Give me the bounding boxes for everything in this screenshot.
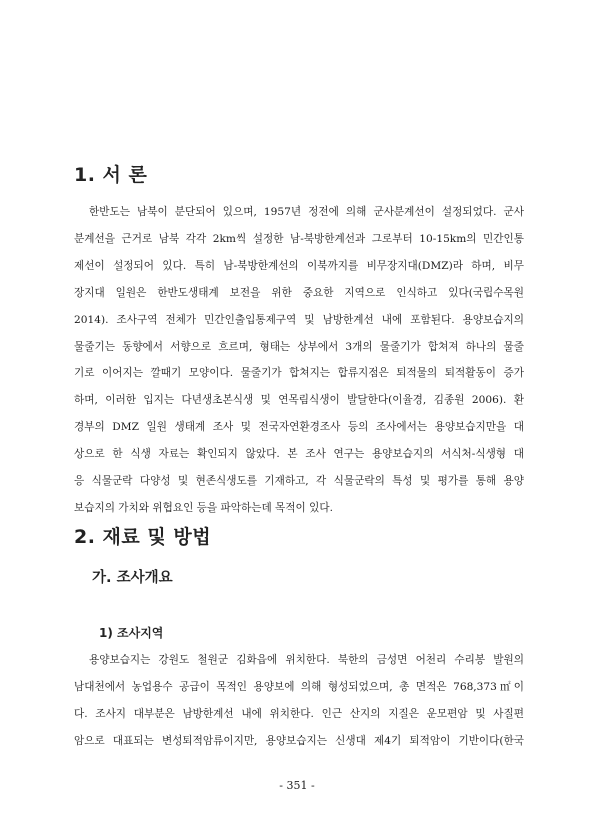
subsubsection-title: 1) 조사지역 <box>99 626 164 640</box>
paragraph-line: 암으로 대표되는 변성퇴적암류이지만, 용양보습지는 신생대 제4기 퇴적암이 기반이다(한국 <box>74 734 524 747</box>
paragraph-line: 하며, 이러한 입지는 다년생초본식생 및 연목림식생이 발달한다(이율경, 김종원 2006). 환 <box>74 394 524 407</box>
paragraph-line: 장지대 일원은 한반도생태계 보전을 위한 중요한 지역으로 인식하고 있다(국립수목원 <box>74 286 524 299</box>
paragraph-line: 용양보습지는 강원도 철원군 김화읍에 위치한다. 북한의 금성면 어천리 수리봉 발원의 <box>89 654 524 666</box>
subsection-title: 가. 조사개요 <box>92 570 173 586</box>
paragraph-line: 2014). 조사구역 전체가 민간인출입통제구역 및 남방한계선 내에 포함된다. 용양보습지의 <box>74 313 524 326</box>
paragraph-line: 경부의 DMZ 일원 생태계 조사 및 전국자연환경조사 등의 조사에서는 용양보습지만을 대 <box>74 421 524 434</box>
paragraph-line: 다. 조사지 대부분은 남방한계선 내에 위치한다. 인근 산지의 지질은 운모편암 및 사질편 <box>74 707 524 720</box>
paragraph-line: 보습지의 가치와 위협요인 등을 파악하는데 목적이 있다. <box>74 501 333 514</box>
page-number: - 351 - <box>279 779 315 792</box>
paragraph-line: 기로 이어지는 깔때기 모양이다. 물줄기가 합쳐지는 합류지점은 퇴적물의 퇴적활동이 증가 <box>74 367 524 380</box>
paragraph-line: 제선이 설정되어 있다. 특히 남-북방한계선의 이북까지를 비무장지대(DMZ)라 하며, 비무 <box>74 259 524 272</box>
paragraph-line: 분계선을 근거로 남북 각각 2km씩 설정한 남-북방한계선과 그로부터 10-15km의 민간인통 <box>74 232 524 245</box>
section-2-paragraph <box>74 647 524 755</box>
paragraph-line: 상으로 한 식생 자료는 확인되지 않았다. 본 조사 연구는 용양보습지의 서식처-식생형 대 <box>74 448 524 461</box>
section-1-title: 1. 서 론 <box>74 164 148 186</box>
section-2-title: 2. 재료 및 방법 <box>74 526 212 548</box>
section-1-paragraph <box>74 199 524 522</box>
paragraph-line: 남대천에서 농업용수 공급이 목적인 용양보에 의해 형성되었으며, 총 면적은 768,373㎡이 <box>74 680 524 693</box>
paragraph-line: 한반도는 남북이 분단되어 있으며, 1957년 정전에 의해 군사분계선이 설정되었다. 군사 <box>89 206 524 218</box>
paragraph-line: 응 식물군락 다양성 및 현존식생도를 기재하고, 각 식물군락의 특성 및 평가를 통해 용양 <box>74 475 524 488</box>
paragraph-line: 물줄기는 동향에서 서향으로 흐르며, 형태는 상부에서 3개의 물줄기가 합쳐져 하나의 물줄 <box>74 340 524 353</box>
